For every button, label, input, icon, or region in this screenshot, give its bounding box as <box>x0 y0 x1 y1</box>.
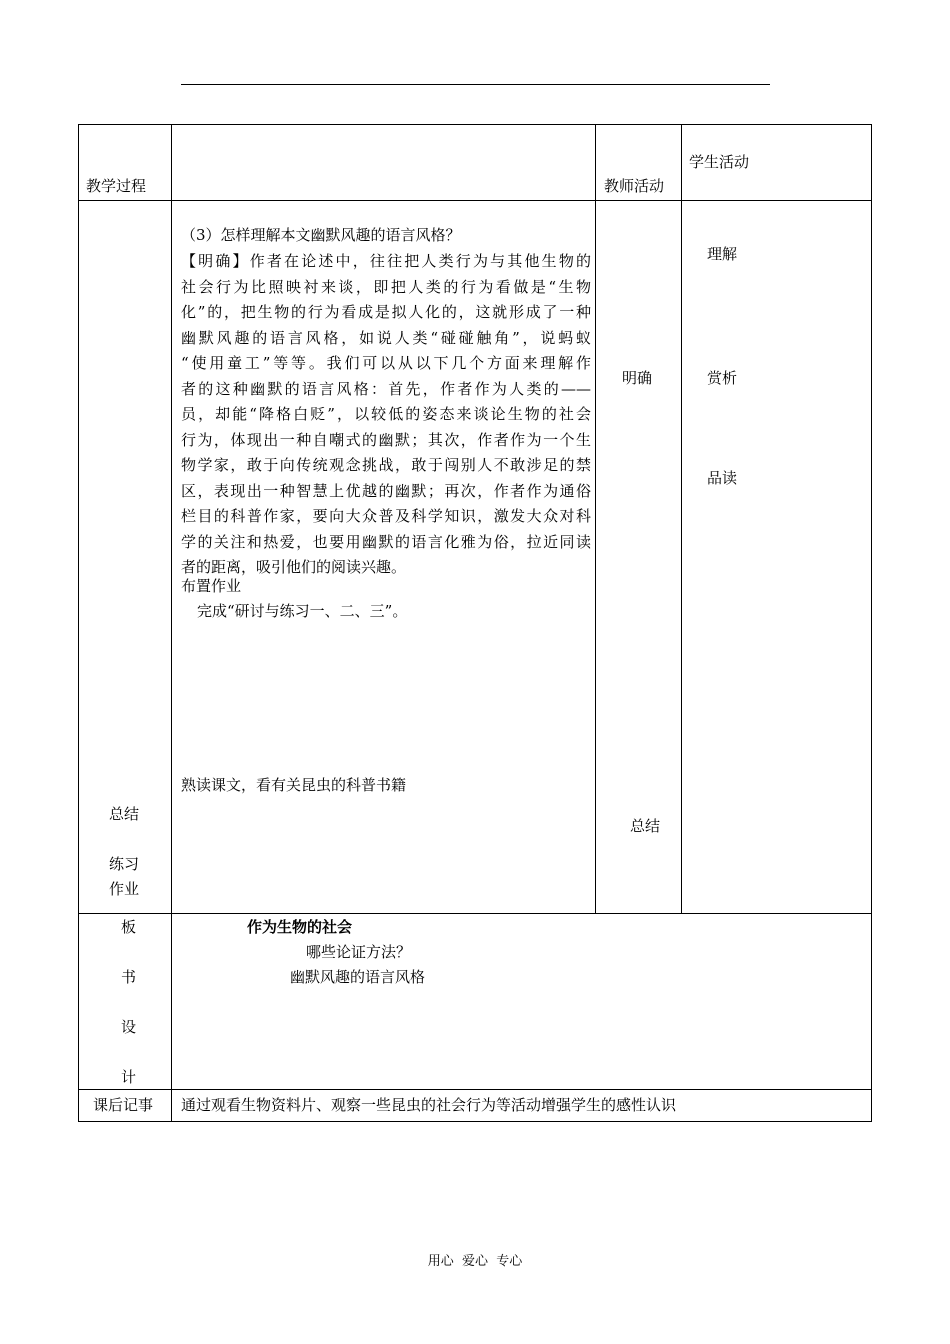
answer-line: 幽默风趣的语言风格，如说人类“碰碰触角”，说蚂蚁 <box>181 328 591 347</box>
notes-label: 课后记事 <box>93 1096 154 1114</box>
board-label-char: 设 <box>121 1018 137 1036</box>
col-divider-teacher <box>595 124 596 913</box>
student-read: 品读 <box>707 469 738 487</box>
assignment-title: 布置作业 <box>181 577 242 595</box>
answer-line: 行为，体现出一种自嘲式的幽默；其次，作者作为一个生 <box>181 430 591 449</box>
label-practice: 练习 <box>109 855 140 873</box>
board-line-style: 幽默风趣的语言风格 <box>290 968 426 986</box>
student-understand: 理解 <box>707 245 738 263</box>
row-divider-board <box>78 913 872 914</box>
student-appreciate: 赏析 <box>707 369 738 387</box>
row-divider-header <box>78 200 872 201</box>
answer-paragraph <box>181 249 591 581</box>
answer-line: 者的这种幽默的语言风格：首先，作者作为人类的—— <box>181 379 591 398</box>
answer-line: 栏目的科普作家，要向大众普及科学知识，激发大众对科 <box>181 507 591 525</box>
header-process: 教学过程 <box>86 177 147 195</box>
label-summary: 总结 <box>109 805 140 823</box>
answer-line: 化”的，把生物的行为看成是拟人化的，这就形成了一种 <box>181 303 591 321</box>
assignment-text: 完成“研讨与练习一、二、三”。 <box>197 602 408 620</box>
answer-line: 学的关注和热爱，也要用幽默的语言化雅为俗，拉近同读 <box>181 532 591 551</box>
col-divider-process <box>171 124 172 1122</box>
header-teacher: 教师活动 <box>604 177 665 195</box>
label-homework: 作业 <box>109 880 140 898</box>
board-label-char: 书 <box>121 968 137 986</box>
answer-line: 员，却能“降格白贬”，以较低的姿态来谈论生物的社会 <box>181 405 591 423</box>
question-text: （3）怎样理解本文幽默风趣的语言风格？ <box>181 226 461 244</box>
teacher-clarify: 明确 <box>622 369 653 387</box>
answer-line: 者的距离，吸引他们的阅读兴趣。 <box>181 558 407 576</box>
answer-line: 【明确】作者在论述中，往往把人类行为与其他生物的 <box>181 252 591 270</box>
row-divider-notes <box>78 1089 872 1090</box>
page-footer: 用心 爱心 专心 <box>427 1254 523 1269</box>
col-divider-student <box>681 124 682 913</box>
notes-text: 通过观看生物资料片、观察一些昆虫的社会行为等活动增强学生的感性认识 <box>181 1096 677 1114</box>
board-title: 作为生物的社会 <box>247 918 353 936</box>
reading-text: 熟读课文，看有关昆虫的科普书籍 <box>181 776 407 794</box>
board-line-methods: 哪些论证方法？ <box>306 943 412 961</box>
board-label-char: 计 <box>121 1068 137 1086</box>
answer-line: “使用童工”等等。我们可以从以下几个方面来理解作 <box>181 354 591 372</box>
board-label-char: 板 <box>121 918 137 936</box>
answer-line: 社会行为比照映衬来谈，即把人类的行为看做是“生物 <box>181 277 591 296</box>
header-student: 学生活动 <box>689 153 750 171</box>
header-rule <box>181 84 770 85</box>
answer-line: 区，表现出一种智慧上优越的幽默；再次，作者作为通俗 <box>181 481 591 500</box>
answer-line: 物学家，敢于向传统观念挑战，敢于闯别人不敢涉足的禁 <box>181 456 591 474</box>
teacher-summary: 总结 <box>630 817 661 835</box>
